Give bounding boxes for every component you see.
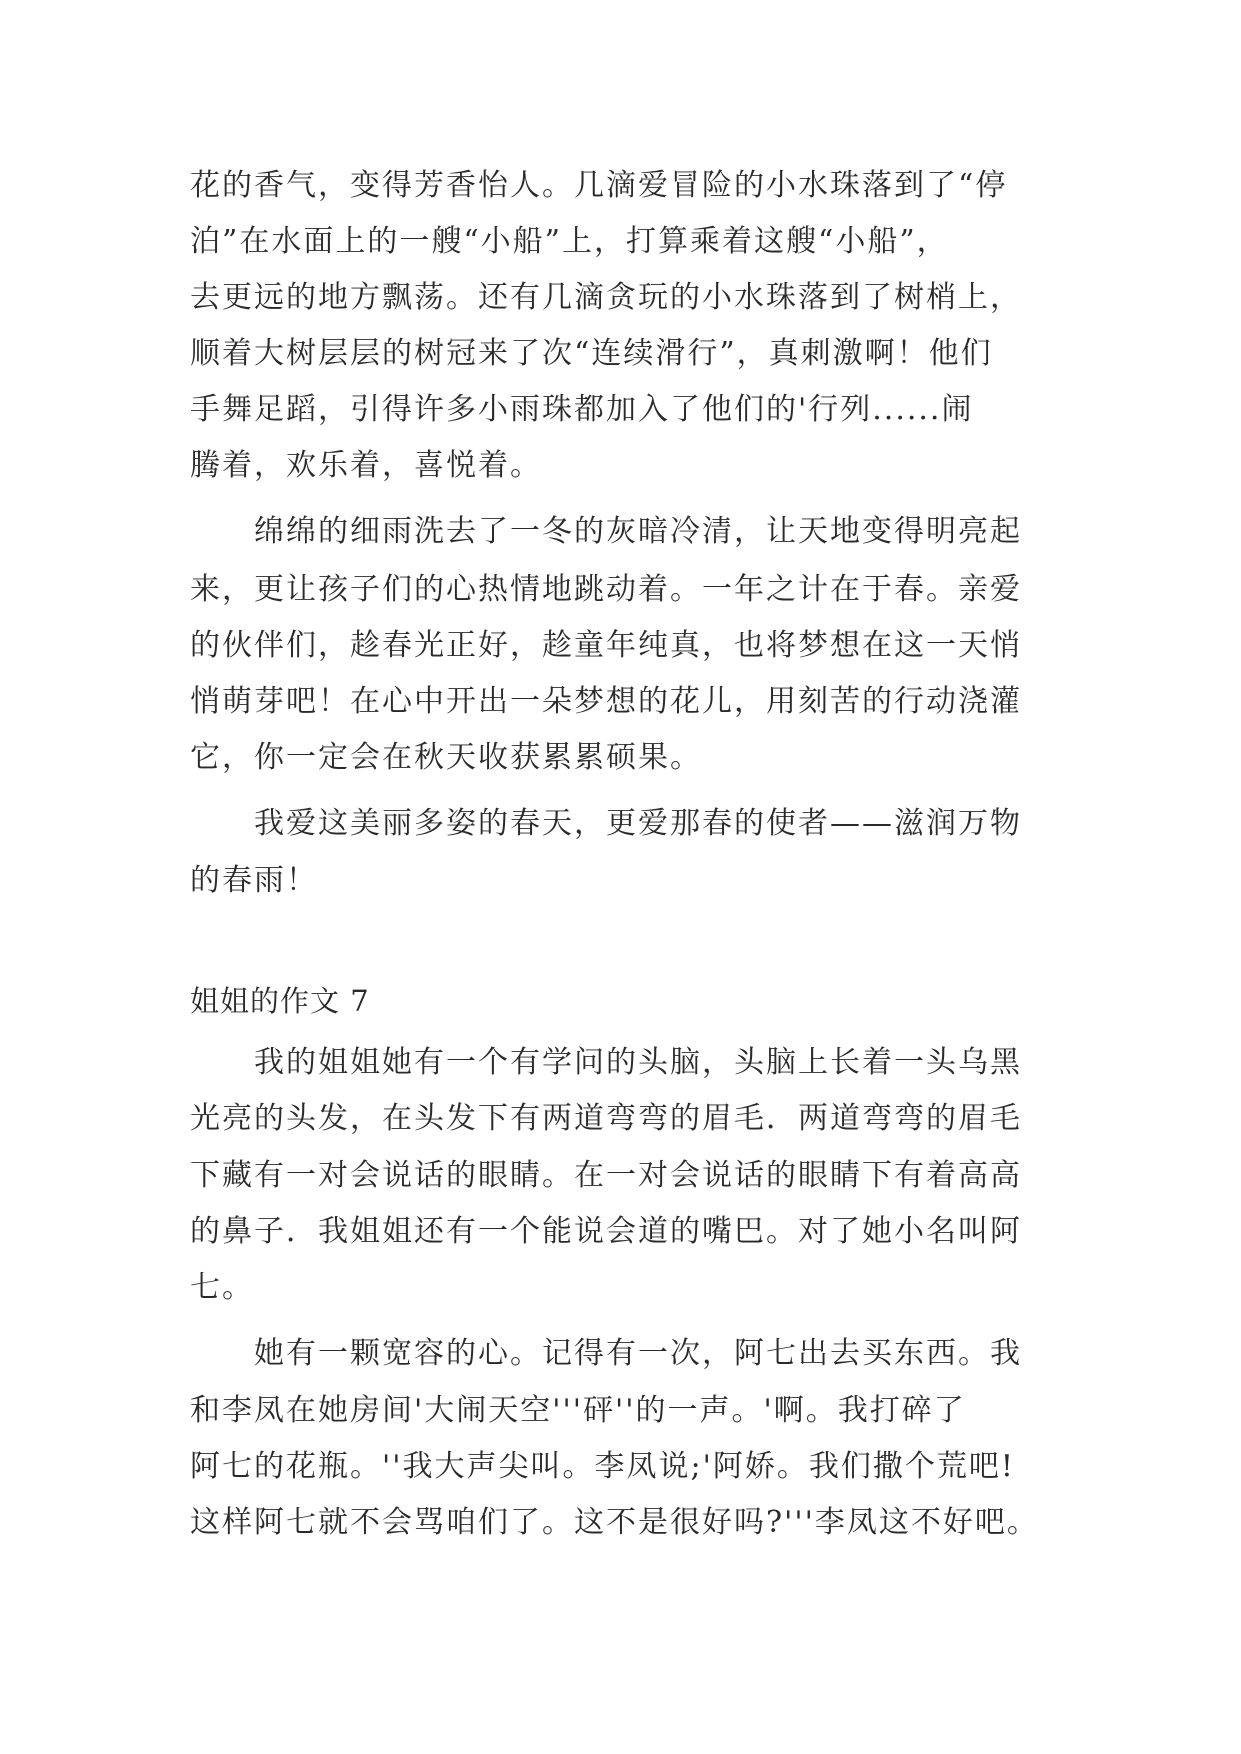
paragraph-line: 它，你一定会在秋天收获累累硕果。 [190, 740, 702, 775]
paragraph-line: 的鼻子．我姐姐还有一个能说会道的嘴巴。对了她小名叫阿 [190, 1214, 1022, 1249]
paragraph-line: 泊”在水面上的一艘“小船”上，打算乘着这艘“小船”， [190, 224, 949, 259]
paragraph-line: 光亮的头发，在头发下有两道弯弯的眉毛．两道弯弯的眉毛 [190, 1101, 1022, 1136]
paragraph-line: 七。 [190, 1270, 254, 1305]
paragraph-line: 下藏有一对会说话的眼睛。在一对会说话的眼睛下有着高高 [190, 1158, 1022, 1193]
paragraph-line: 这样阿七就不会骂咱们了。这不是很好吗?'''李凤这不好吧。 [190, 1505, 1039, 1540]
paragraph-line: 的伙伴们，趁春光正好，趁童年纯真，也将梦想在这一天悄 [190, 628, 1022, 663]
paragraph-line: 的春雨！ [190, 863, 318, 898]
paragraph-line: 花的香气，变得芳香怡人。几滴爱冒险的小水珠落到了“停 [190, 168, 1008, 203]
paragraph-line: 和李凤在她房间'大闹天空'''砰''的一声。'啊。我打碎了 [190, 1393, 966, 1428]
paragraph-line: 绵绵的细雨洗去了一冬的灰暗冷清，让天地变得明亮起 [254, 514, 1022, 549]
paragraph-line: 她有一颗宽容的心。记得有一次，阿七出去买东西。我 [254, 1336, 1022, 1371]
paragraph-line: 阿七的花瓶。''我大声尖叫。李凤说;'阿娇。我们撒个荒吧! [190, 1449, 1015, 1484]
paragraph-line: 腾着，欢乐着，喜悦着。 [190, 448, 542, 483]
paragraph-line: 去更远的地方飘荡。还有几滴贪玩的小水珠落到了树梢上， [190, 280, 1022, 315]
paragraph-line: 悄萌芽吧！在心中开出一朵梦想的花儿，用刻苦的行动浇灌 [190, 684, 1022, 719]
paragraph-line: 顺着大树层层的树冠来了次“连续滑行”，真刺激啊！他们 [190, 336, 993, 371]
paragraph-line: 我的姐姐她有一个有学问的头脑，头脑上长着一头乌黑 [254, 1045, 1022, 1080]
section-title: 姐姐的作文 7 [190, 984, 370, 1018]
paragraph-line: 我爱这美丽多姿的春天，更爱那春的使者——滋润万物 [254, 806, 1022, 841]
paragraph-line: 来，更让孩子们的心热情地跳动着。一年之计在于春。亲爱 [190, 572, 1022, 607]
paragraph-line: 手舞足蹈，引得许多小雨珠都加入了他们的'行列......闹 [190, 392, 974, 427]
